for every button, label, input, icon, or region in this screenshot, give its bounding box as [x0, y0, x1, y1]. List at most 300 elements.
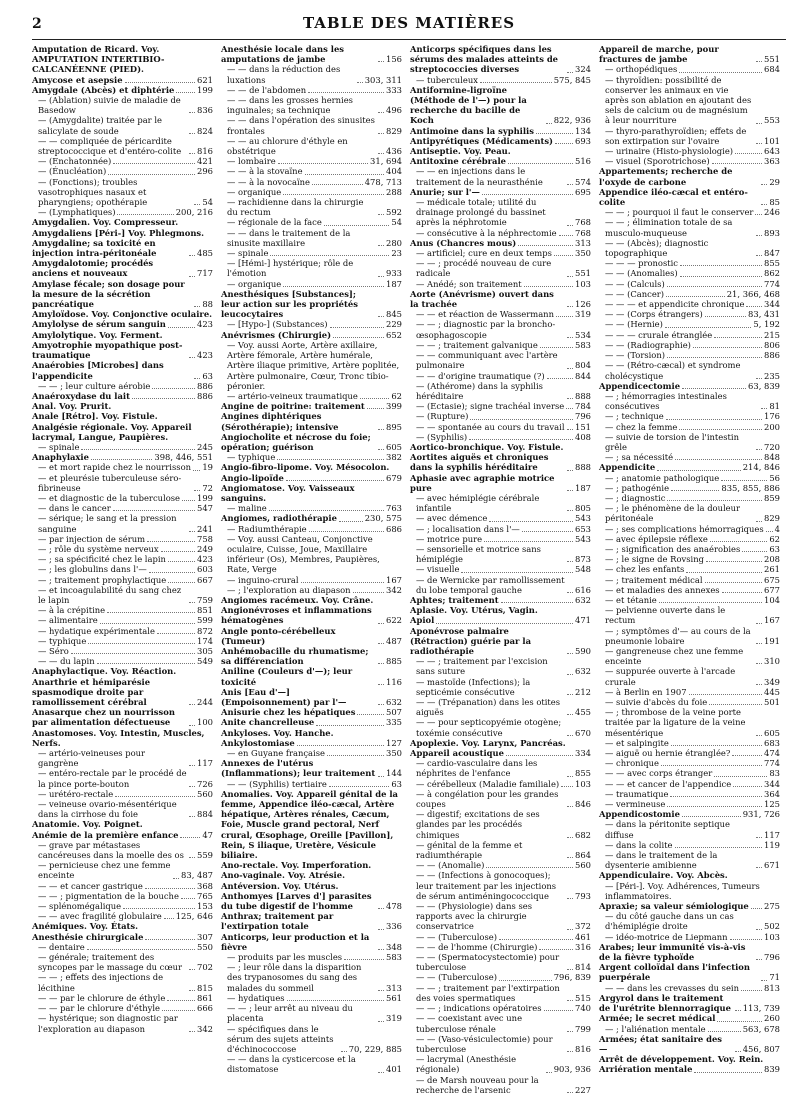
leader-dots: [756, 837, 762, 838]
entry-text: Anisurie chez les hépatiques: [221, 707, 356, 718]
leader-dots: [132, 398, 195, 399]
index-entry: [221, 228, 402, 248]
entry-text: — [Péri-]. Voy. Adhérences, Tumeurs inflammatoires.: [605, 880, 760, 901]
leader-dots: [339, 521, 363, 522]
leader-dots: [546, 123, 552, 124]
leader-dots: [539, 949, 573, 950]
entry-text: Anurie; sur l'—: [410, 186, 480, 197]
index-entry: [221, 575, 402, 585]
entry-text: — Voy. aussi Canteau, Conjonctive oculaire, Cuisse, Joue, Maxillaire inférieur (Os), Membres, Paupières, Rate, Verge: [227, 533, 380, 575]
entry-pages: 616: [575, 584, 591, 595]
entry-pages: 515: [575, 992, 591, 1003]
entry-pages: 768: [575, 217, 591, 228]
index-entry: [221, 340, 402, 391]
index-entry: [599, 646, 780, 666]
index-entry: [599, 483, 780, 493]
entry-text: Antipyrétiques (Médicaments): [410, 135, 554, 146]
entry-pages: 333: [386, 84, 402, 95]
entry-text: — ; sa nécessité: [605, 452, 674, 463]
entry-text: — — de l'homme (Chirurgie): [416, 941, 538, 952]
index-column-2: [221, 44, 402, 1074]
entry-pages: 516: [575, 156, 591, 167]
entry-pages: 550: [197, 941, 213, 952]
index-entry: [599, 819, 780, 839]
leader-dots: [567, 857, 573, 858]
entry-text: — ; signification des anaérobies: [605, 543, 741, 554]
entry-pages: 675: [764, 574, 780, 585]
leader-dots: [567, 510, 573, 511]
index-entry: [32, 207, 213, 217]
index-entry: [221, 483, 402, 503]
index-entry: [32, 891, 213, 901]
index-entry: [410, 942, 591, 952]
index-entry: [410, 952, 591, 972]
entry-pages: 153: [197, 901, 213, 912]
entry-text: — urinaire (Histo-physiologie): [605, 146, 734, 157]
entry-text: Apiol: [410, 615, 435, 626]
index-entry: [599, 626, 780, 646]
entry-pages: 72: [202, 482, 213, 493]
leader-dots: [567, 735, 573, 736]
leader-dots: [536, 133, 573, 134]
entry-pages: 245: [197, 441, 213, 452]
entry-pages: 212: [575, 686, 591, 697]
entry-text: Appendice iléo-cæcal et entéro-colite: [599, 186, 748, 208]
entry-text: — — ; leur arrêt au niveau du placenta: [227, 1003, 353, 1024]
index-entry: [599, 605, 780, 625]
entry-text: Argent colloïdal dans l'infection puerpérale: [599, 962, 750, 983]
leader-dots: [189, 133, 195, 134]
entry-text: — typhique: [38, 635, 87, 646]
entry-pages: 768: [575, 227, 591, 238]
leader-dots: [194, 378, 200, 379]
entry-pages: 671: [764, 860, 780, 871]
entry-pages: 230, 575: [364, 513, 402, 524]
entry-text: — et pleurésie tuberculeuse séro-fibrineuse: [38, 472, 182, 493]
entry-text: — — ; diagnostic par la broncho-œsophagoscopie: [416, 319, 556, 340]
entry-text: — ; le phénomène de la douleur péritonéale: [605, 503, 741, 524]
entry-text: — ; pathogénie: [605, 482, 670, 493]
entry-text: Ankylostomiase: [221, 737, 295, 748]
index-entry: [32, 575, 213, 585]
entry-text: Antitoxine cérébrale: [410, 156, 506, 167]
entry-text: — — dans les grosses hernies inguinales; sa technique: [227, 95, 353, 116]
index-entry: [410, 340, 591, 350]
entry-pages: 590: [575, 645, 591, 656]
entry-pages: 313: [575, 237, 591, 248]
leader-dots: [378, 112, 384, 113]
entry-pages: 103: [575, 278, 591, 289]
index-entry: [599, 299, 780, 309]
index-entry: [32, 881, 213, 891]
leader-dots: [180, 837, 200, 838]
entry-pages: 774: [764, 758, 780, 769]
entry-text: Amylase fécale; son dosage pour la mesure de la sécrétion pancréatique: [32, 278, 185, 310]
index-entry: [410, 422, 591, 432]
entry-pages: 88: [202, 299, 213, 310]
leader-dots: [344, 959, 384, 960]
entry-pages: 931, 726: [742, 809, 780, 820]
index-entry: [410, 85, 591, 126]
leader-dots: [113, 510, 195, 511]
entry-text: — à congélation pour les grandes coupes: [416, 788, 559, 810]
entry-pages: 683: [764, 737, 780, 748]
leader-dots: [164, 918, 174, 919]
entry-pages: 63, 839: [748, 380, 780, 391]
leader-dots: [756, 663, 762, 664]
leader-dots: [566, 408, 573, 409]
entry-pages: 399: [386, 401, 402, 412]
entry-pages: 844: [575, 370, 591, 381]
leader-dots: [567, 225, 573, 226]
index-entry: [599, 666, 780, 686]
entry-text: — (Ectasie); signe trachéal inverse: [416, 401, 565, 412]
entry-text: Apraxie; sa valeur sémiologique: [599, 901, 749, 912]
index-entry: [599, 391, 780, 411]
leader-dots: [567, 806, 573, 807]
entry-pages: 599: [197, 615, 213, 626]
entry-text: Anal. Voy. Prurit.: [32, 401, 112, 412]
index-entry: [221, 1024, 402, 1055]
index-entry: [410, 371, 591, 381]
index-entry: [410, 1034, 591, 1054]
entry-text: — — ; pigmentation de la bouche: [38, 890, 179, 901]
leader-dots: [717, 1021, 762, 1022]
index-entry: [221, 166, 402, 176]
leader-dots: [189, 765, 195, 766]
index-entry: [410, 187, 591, 197]
entry-pages: 191: [764, 635, 780, 646]
entry-pages: 167: [764, 615, 780, 626]
entry-pages: 487: [386, 635, 402, 646]
entry-text: — — ; procédé nouveau de cure radicale: [416, 258, 552, 279]
index-entry: [221, 452, 402, 462]
leader-dots: [756, 521, 762, 522]
entry-pages: 62: [769, 533, 780, 544]
leader-dots: [283, 286, 384, 287]
index-entry: [599, 768, 780, 778]
leader-dots: [555, 143, 573, 144]
entry-pages: 693: [575, 135, 591, 146]
entry-text: — — ; indications opératoires: [416, 1003, 542, 1014]
entry-pages: 127: [386, 737, 402, 748]
index-entry: [221, 717, 402, 727]
entry-pages: 893: [764, 227, 780, 238]
leader-dots: [181, 898, 195, 899]
entry-pages: 260: [764, 1013, 780, 1024]
leader-dots: [378, 776, 384, 777]
leader-dots: [189, 969, 195, 970]
index-entry: [221, 503, 402, 513]
leader-dots: [714, 776, 767, 777]
leader-dots: [189, 602, 195, 603]
leader-dots: [522, 531, 573, 532]
index-entry: [599, 901, 780, 911]
entry-text: Ankyloses. Voy. Hanche.: [221, 727, 334, 738]
entry-text: Aplasie. Voy. Utérus, Vagin.: [410, 605, 538, 616]
index-entry: [410, 656, 591, 676]
leader-dots: [189, 816, 195, 817]
entry-pages: 574: [575, 176, 591, 187]
entry-pages: 423: [197, 350, 213, 361]
index-entry: [32, 330, 213, 340]
entry-pages: 200, 216: [175, 207, 213, 218]
leader-dots: [270, 255, 389, 256]
entry-pages: 805: [575, 503, 591, 514]
entry-text: Argyrol dans le traitement de l'urétrite blennorragique: [599, 992, 731, 1014]
entry-pages: 363: [764, 156, 780, 167]
entry-text: — pernicieuse chez une femme enceinte: [38, 860, 171, 881]
leader-dots: [547, 378, 573, 379]
entry-text: Ano-vaginale. Voy. Atrésie.: [221, 870, 345, 881]
leader-dots: [751, 908, 762, 909]
leader-dots: [145, 888, 195, 889]
leader-dots: [567, 1031, 573, 1032]
entry-text: — du côté gauche dans un cas d'hémiplégie droite: [605, 911, 734, 932]
entry-pages: 372: [575, 921, 591, 932]
entry-pages: 280: [386, 237, 402, 248]
entry-text: — — ; élimination totale de sa musculo-muqueuse: [605, 217, 733, 238]
leader-dots: [499, 939, 573, 940]
entry-text: Anus (Chancres mous): [410, 237, 517, 248]
leader-dots: [189, 153, 195, 154]
index-entry: [221, 789, 402, 860]
index-entry: [410, 411, 591, 421]
index-entry: [599, 738, 780, 748]
leader-dots: [489, 521, 573, 522]
entry-text: Ano-rectale. Voy. Imperforation.: [221, 860, 372, 871]
index-entry: [599, 840, 780, 850]
index-entry: [599, 279, 780, 289]
leader-dots: [161, 551, 195, 552]
entry-pages: 603: [197, 564, 213, 575]
entry-text: — splénomégalique: [38, 901, 122, 912]
entry-text: — — en injections dans le traitement de la neurasthénie: [416, 166, 543, 187]
index-entry: [410, 564, 591, 574]
entry-text: Amyotrophie myopathique post-traumatique: [32, 339, 183, 361]
index-entry: [221, 779, 402, 789]
index-entry: [221, 881, 402, 891]
leader-dots: [113, 163, 195, 164]
index-entry: [410, 524, 591, 534]
index-entry: [599, 432, 780, 452]
entry-text: Angine de poitrine: traitement: [221, 401, 365, 412]
entry-text: — — — pronostic: [605, 258, 678, 269]
entry-pages: 348: [386, 941, 402, 952]
entry-pages: 560: [575, 860, 591, 871]
entry-pages: 496: [386, 105, 402, 116]
index-entry: [221, 758, 402, 778]
leader-dots: [378, 623, 384, 624]
index-entry: [410, 493, 591, 513]
entry-pages: 71: [769, 972, 780, 983]
leader-dots: [667, 286, 762, 287]
entry-text: — suppurée ouverte à l'arcade crurale: [605, 666, 736, 687]
entry-pages: 229: [386, 319, 402, 330]
entry-pages: 31, 694: [370, 156, 402, 167]
entry-pages: 551: [575, 268, 591, 279]
entry-text: — médicale totale; utilité du drainage prolongé du bassinet après la néphrotomie: [416, 197, 546, 228]
entry-text: — suivie d'abcès du foie: [605, 697, 708, 707]
index-entry: [221, 952, 402, 962]
entry-text: — et maladies des annexes: [605, 584, 720, 595]
index-entry: [32, 166, 213, 176]
leader-dots: [756, 255, 762, 256]
entry-pages: 670: [575, 727, 591, 738]
leader-dots: [561, 786, 573, 787]
entry-text: Amputation de Ricard. Voy. AMPUTATION INTERTIBIO-CALCANÉENNE (PIED).: [32, 44, 165, 75]
index-entry: [599, 758, 780, 768]
index-entry: [32, 656, 213, 666]
entry-pages: 334: [575, 748, 591, 759]
leader-dots: [756, 61, 762, 62]
index-entry: [32, 911, 213, 921]
entry-text: Anasarque chez un nourrisson par alimentation défectueuse: [32, 707, 175, 728]
index-entry: [599, 258, 780, 268]
entry-pages: 307: [197, 931, 213, 942]
leader-dots: [305, 174, 384, 175]
entry-text: — chronique: [605, 758, 659, 769]
leader-dots: [666, 419, 762, 420]
leader-dots: [567, 490, 573, 491]
leader-dots: [469, 439, 573, 440]
entry-pages: 235: [764, 370, 780, 381]
entry-pages: 848: [764, 452, 780, 463]
entry-pages: 421: [197, 156, 213, 167]
entry-pages: 829: [386, 125, 402, 136]
leader-dots: [378, 663, 384, 664]
leader-dots: [333, 337, 384, 338]
index-entry: [599, 422, 780, 432]
index-entry: [410, 473, 591, 493]
entry-text: — — ; leur culture aérobie: [38, 380, 151, 391]
leader-dots: [712, 163, 762, 164]
leader-dots: [679, 72, 762, 73]
leader-dots: [87, 949, 195, 950]
entry-pages: 227: [575, 1084, 591, 1095]
leader-dots: [194, 204, 200, 205]
entry-pages: 632: [386, 697, 402, 707]
index-entry: [599, 473, 780, 483]
entry-text: — consécutive à la néphrectomie: [416, 227, 557, 238]
index-entry: [410, 146, 591, 156]
entry-pages: 244: [197, 697, 213, 707]
entry-text: Appendicite: [599, 462, 656, 473]
index-entry: [599, 44, 780, 64]
leader-dots: [499, 980, 552, 981]
leader-dots: [360, 398, 389, 399]
entry-text: — — du lapin: [38, 656, 95, 667]
leader-dots: [297, 745, 384, 746]
leader-dots: [518, 245, 573, 246]
leader-dots: [671, 490, 719, 491]
entry-pages: 851: [197, 605, 213, 616]
entry-pages: 796: [764, 952, 780, 963]
leader-dots: [546, 1072, 552, 1073]
leader-dots: [657, 470, 741, 471]
entry-text: — — coexistant avec une tuberculose rénale: [416, 1013, 523, 1034]
entry-pages: 81: [769, 401, 780, 412]
leader-dots: [287, 1000, 384, 1001]
index-entry: [32, 95, 213, 115]
entry-text: — ; localisation dans l'—: [416, 523, 520, 534]
leader-dots: [506, 755, 573, 756]
entry-text: — — et réaction de Wassermann: [416, 309, 554, 320]
entry-pages: 47: [202, 829, 213, 840]
entry-text: — — à la stovaïne: [227, 166, 303, 177]
index-entry: [410, 677, 591, 697]
index-entry: [410, 738, 591, 748]
index-entry: [32, 921, 213, 931]
leader-dots: [182, 500, 195, 501]
leader-dots: [329, 786, 389, 787]
entry-pages: 151: [575, 421, 591, 432]
entry-pages: 83, 487: [181, 870, 213, 881]
index-entry: [410, 432, 591, 442]
leader-dots: [730, 939, 762, 940]
entry-text: Angionévroses et inflammations hématogènes: [221, 605, 372, 626]
entry-text: Anatomie. Voy. Poignet.: [32, 819, 143, 830]
entry-text: Aphasie avec agraphie motrice pure: [410, 472, 555, 493]
leader-dots: [193, 470, 200, 471]
entry-pages: 117: [197, 758, 213, 769]
entry-pages: 855: [575, 768, 591, 779]
entry-pages: 382: [386, 452, 402, 463]
index-entry: [599, 238, 780, 258]
entry-text: — — de l'abdomen: [227, 84, 307, 95]
leader-dots: [705, 316, 746, 317]
entry-text: — organique: [227, 186, 282, 197]
entry-text: — — (Cancer): [605, 288, 665, 299]
leader-dots: [567, 561, 573, 562]
index-entry: [221, 1003, 402, 1023]
entry-pages: 29: [769, 176, 780, 187]
index-entry: [410, 840, 591, 860]
index-entry: [32, 228, 213, 238]
entry-text: Appareil acoustique: [410, 748, 504, 759]
index-entry: [221, 595, 402, 605]
entry-text: — — avec fragilité globulaire: [38, 911, 162, 922]
entry-pages: 478: [386, 901, 402, 912]
leader-dots: [81, 449, 195, 450]
index-entry: [221, 279, 402, 289]
entry-text: — — (Vaso-vésiculectomie) pour tuberculose: [416, 1033, 553, 1054]
index-entry: [32, 901, 213, 911]
entry-pages: 246: [764, 207, 780, 218]
entry-pages: 872: [197, 625, 213, 636]
entry-pages: 543: [575, 533, 591, 544]
entry-pages: 548: [575, 564, 591, 575]
index-entry: [410, 156, 591, 166]
leader-dots: [567, 184, 573, 185]
leader-dots: [189, 990, 195, 991]
index-entry: [599, 993, 780, 1013]
leader-dots: [378, 133, 384, 134]
index-entry: [410, 809, 591, 840]
entry-pages: 335: [386, 717, 402, 728]
index-entry: [221, 289, 402, 320]
entry-text: — — pour septicopyémie otogène; toxémie consécutive: [416, 717, 562, 738]
leader-dots: [540, 347, 573, 348]
entry-pages: 101: [764, 135, 780, 146]
entry-text: — lombaire: [227, 156, 276, 167]
entry-pages: 471: [575, 615, 591, 626]
entry-pages: 401: [386, 1064, 402, 1075]
leader-dots: [761, 184, 767, 185]
leader-dots: [735, 1010, 741, 1011]
entry-text: — — (Hernie): [605, 319, 663, 330]
leader-dots: [756, 684, 762, 685]
